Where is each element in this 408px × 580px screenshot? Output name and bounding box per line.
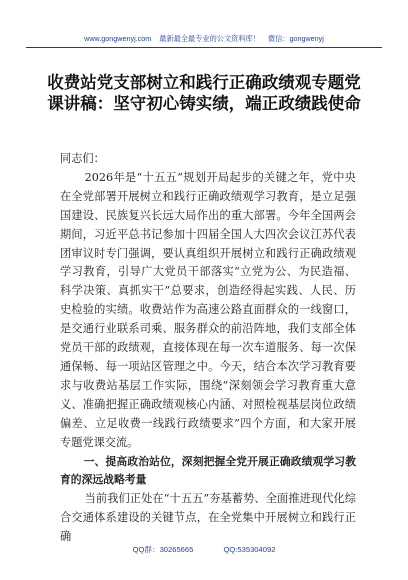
- paragraph-intro: 2026年是“十五五”规划开局起步的关键之年，党中央在全党部署开展树立和践行正确政绩观学习教育，是立足强国建设、民族复兴长远大局作出的重大部署。今年全国两会期间，习近平总书记参加十四届全国人大四次会议江苏代表团审议时专门强调，要认真组织开展树立和践行正确政绩观学习教育，引导广大党员干部落实“立党为公、为民造福、科学决策、真抓实干”总要求，创造经得起实践、人民、历史检验的实绩。收费站作为高速公路直面群众的一线窗口，是交通行业联系司乘、服务群众的前沿阵地，我们支部全体党员干部的政绩观，直接体现在每一次车道服务、每一次保通保畅、每一项站区管理之中。今天，结合本次学习教育要求与收费站基层工作实际，围绕“深刻领会学习教育重大意义、准确把握正确政绩观核心内涵、对照检视基层岗位政绩偏差、立足收费一线践行政绩要求”四个方面，和大家开展专题党课交流。: [60, 170, 356, 449]
- document-title: 收费站党支部树立和践行正确政绩观专题党课讲稿：坚守初心铸实绩，端正政绩践使命: [47, 73, 361, 113]
- qq-group: QQ群：30265665: [132, 545, 194, 554]
- header-divider: [26, 47, 382, 48]
- site-footer: [0, 545, 408, 555]
- document-body: [60, 150, 356, 547]
- site-url[interactable]: www.gongwenyj.com: [84, 34, 152, 43]
- site-slogan: 最新最全最专业的公文资料库！: [159, 34, 260, 43]
- salutation: 同志们：: [60, 152, 105, 165]
- section-heading-1: 一、提高政治站位，深刻把握全党开展正确政绩观学习教育的深远战略考量: [60, 454, 356, 487]
- qq-contact: QQ:535304092: [223, 545, 276, 554]
- site-header: [0, 34, 408, 44]
- paragraph-section-1: 当前我们正处在“十五五”夯基蓄势、全面推进现代化综合交通体系建设的关键节点，在全党集中开展树立和践行正确: [60, 492, 356, 544]
- wechat-contact: 微信：gongwenyj: [267, 34, 324, 43]
